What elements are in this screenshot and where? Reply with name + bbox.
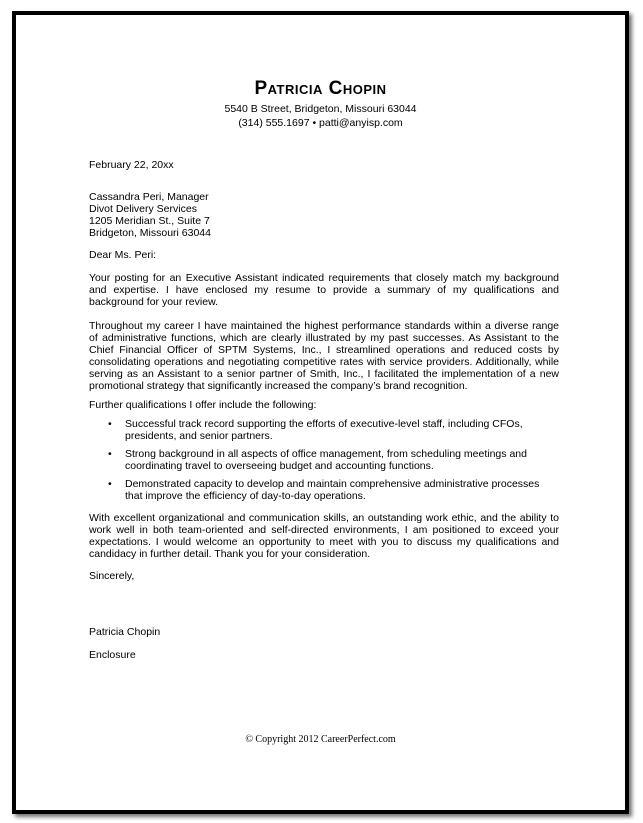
- page-frame: [12, 11, 629, 814]
- enclosure-note: Enclosure: [89, 649, 136, 661]
- paragraph-intro: Your posting for an Executive Assistant indicated requirements that closely match my background and expertise. I have enclosed my resume to provide a summary of my qualifications and background for your review.: [89, 272, 559, 308]
- list-item-text: Strong background in all aspects of office management, from scheduling meetings and coordinating travel to overseeing budget and accounting functions.: [125, 448, 527, 472]
- list-item: [89, 448, 549, 472]
- recipient-name: Cassandra Peri, Manager: [89, 191, 209, 203]
- recipient-block: [89, 191, 559, 239]
- closing: Sincerely,: [89, 570, 135, 582]
- qualifications-list: [89, 418, 549, 508]
- recipient-city: Bridgeton, Missouri 63044: [89, 227, 211, 239]
- list-item: [89, 418, 549, 442]
- recipient-street: 1205 Meridian St., Suite 7: [89, 215, 210, 227]
- list-item-text: Demonstrated capacity to develop and maintain comprehensive administrative processes that improve the efficiency of day-to-day operations.: [125, 478, 540, 502]
- list-item: [89, 478, 549, 502]
- copyright-notice: © Copyright 2012 CareerPerfect.com: [245, 734, 396, 745]
- paragraph-qualifications-intro: Further qualifications I offer include the following:: [89, 399, 317, 411]
- letter-page: [16, 15, 625, 810]
- signature-name: Patricia Chopin: [89, 626, 161, 638]
- list-item-text: Successful track record supporting the efforts of executive-level staff, including CFOs, presidents, and senior partners.: [125, 418, 523, 442]
- letter-date: February 22, 20xx: [89, 159, 174, 171]
- sender-contact: (314) 555.1697 • patti@anyisp.com: [238, 117, 403, 129]
- sender-name: Patricia Chopin: [254, 78, 387, 99]
- recipient-company: Divot Delivery Services: [89, 203, 197, 215]
- bullet-icon: •: [108, 418, 112, 430]
- bullet-icon: •: [108, 478, 112, 490]
- salutation: Dear Ms. Peri:: [89, 249, 157, 261]
- paragraph-career: Throughout my career I have maintained the highest performance standards within a diverse range of administrative functions, which are clearly illustrated by my past successes. As Assistant to the Chief Financial Officer of SPTM Systems, Inc., I streamlined operations and reduced costs by consolidating operations and negotiating competitive rates with service providers. Additionally, while serving as an Assistant to a senior partner of Smith, Inc., I facilitated the implementation of a new promotional strategy that significantly increased the company’s brand recognition.: [89, 320, 559, 392]
- paragraph-closing: With excellent organizational and communication skills, an outstanding work ethic, and the ability to work well in both team-oriented and self-directed environments, I am positioned to exceed your expectations. I would welcome an opportunity to meet with you to discuss my qualifications and candidacy in further detail. Thank you for your consideration.: [89, 512, 559, 560]
- bullet-icon: •: [108, 448, 112, 460]
- sender-address: 5540 B Street, Bridgeton, Missouri 63044: [224, 103, 417, 115]
